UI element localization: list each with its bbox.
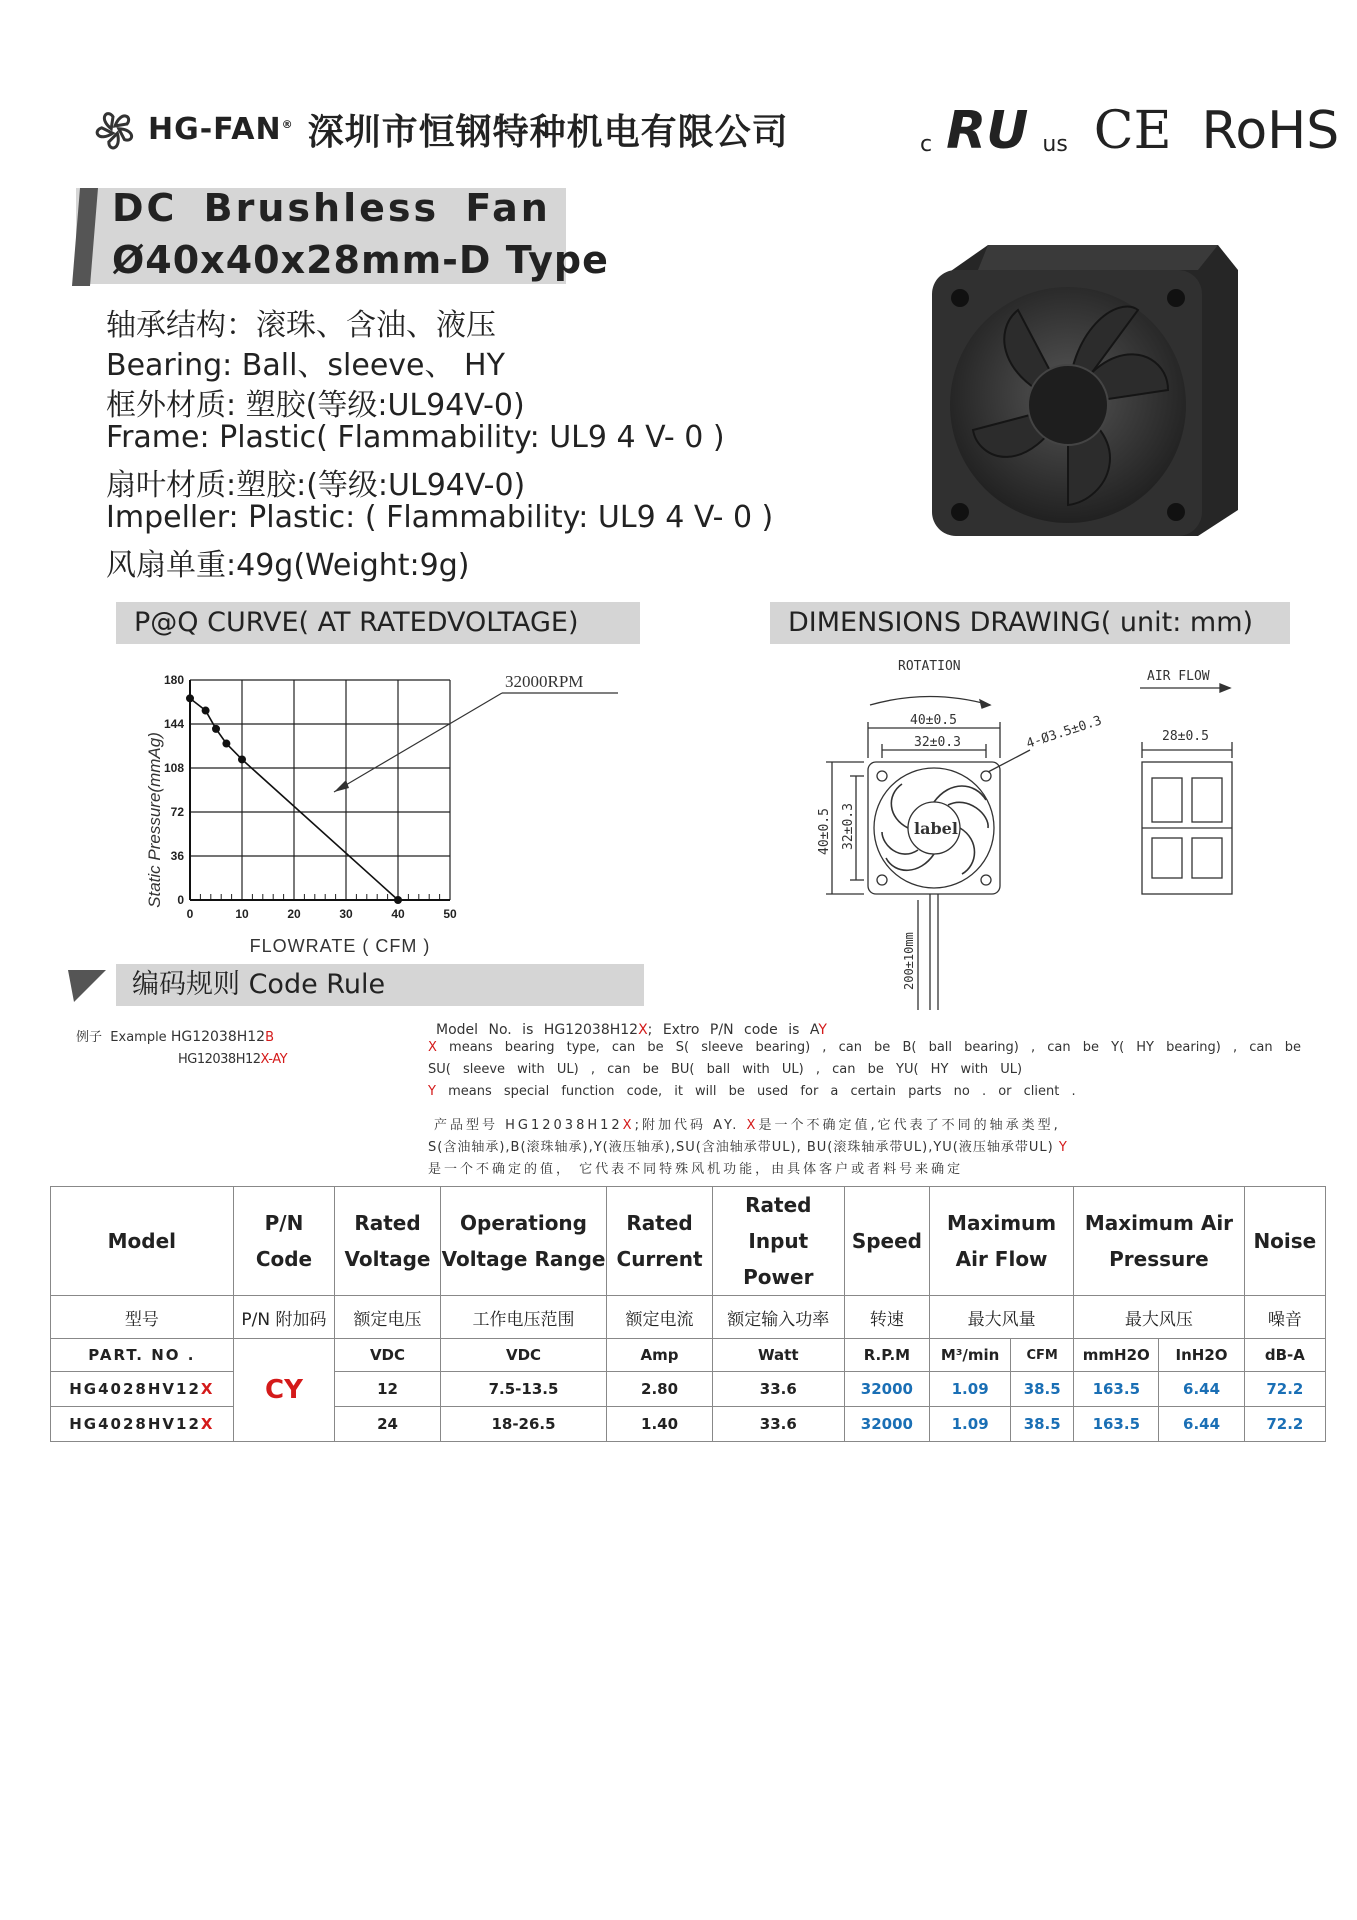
airflow-label: AIR FLOW bbox=[1147, 669, 1210, 684]
title-accent-bar bbox=[72, 188, 98, 286]
row-mmh2o: 163.5 bbox=[1074, 1372, 1159, 1407]
col-rated-power: Rated Input Power bbox=[712, 1187, 844, 1296]
row-noise: 72.2 bbox=[1244, 1407, 1325, 1442]
row-speed: 32000 bbox=[844, 1372, 929, 1407]
pq-data-point bbox=[212, 725, 220, 733]
chart-axes bbox=[190, 680, 450, 900]
unit-range: VDC bbox=[440, 1339, 606, 1372]
row-power: 33.6 bbox=[712, 1372, 844, 1407]
col-rated-current: Rated Current bbox=[607, 1187, 713, 1296]
rohs-mark: RoHS bbox=[1201, 101, 1340, 161]
annotation-arrowhead bbox=[334, 780, 349, 792]
spec-bearing-en: Bearing: Ball、sleeve、 HY bbox=[106, 348, 505, 383]
pq-data-point bbox=[394, 896, 402, 904]
row-range: 7.5-13.5 bbox=[440, 1372, 606, 1407]
cn-voltage: 额定电压 bbox=[335, 1296, 441, 1339]
ul-mark-icon: RU bbox=[946, 101, 1029, 161]
row-inh2o: 6.44 bbox=[1159, 1372, 1244, 1407]
code-rule-line-1: Model No. is HG12038H12X; Extro P/N code is AY bbox=[436, 1022, 827, 1038]
annotation-leader bbox=[334, 693, 502, 792]
unit-cfm: CFM bbox=[1011, 1339, 1074, 1372]
unit-inh2o: InH2O bbox=[1159, 1339, 1244, 1372]
fan-photo bbox=[918, 240, 1248, 540]
pn-code-cell: CY bbox=[233, 1339, 335, 1442]
spec-table bbox=[50, 1186, 1326, 1442]
unit-power: Watt bbox=[712, 1339, 844, 1372]
code-rule-cn-1: 产品型号 HG12038H12X;附加代码 AY. X是一个不确定值,它代表了不同的轴承类型, bbox=[434, 1118, 1061, 1133]
rotation-label: ROTATION bbox=[898, 659, 961, 674]
spec-frame-en: Frame: Plastic( Flammability: UL9 4 V- 0 ) bbox=[106, 420, 725, 455]
company-logo bbox=[90, 104, 789, 155]
hub-label: label bbox=[914, 819, 958, 838]
x-tick-label: 30 bbox=[339, 907, 353, 921]
col-noise: Noise bbox=[1244, 1187, 1325, 1296]
x-tick-label: 50 bbox=[443, 907, 457, 921]
unit-part: PART. NO . bbox=[51, 1339, 234, 1372]
code-rule-line-2: X means bearing type, can be S( sleeve bearing) , can be B( ball bearing) , can be Y( HY bearing) , can be bbox=[428, 1040, 1302, 1055]
y-tick-label: 144 bbox=[163, 717, 184, 731]
width-outer-dim: 40±0.5 bbox=[910, 713, 957, 728]
row-voltage: 12 bbox=[335, 1372, 441, 1407]
cn-speed: 转速 bbox=[844, 1296, 929, 1339]
row-inh2o: 6.44 bbox=[1159, 1407, 1244, 1442]
dimensions-header: DIMENSIONS DRAWING( unit: mm) bbox=[770, 602, 1290, 644]
chart-annotation: 32000RPM bbox=[505, 672, 584, 691]
code-rule-header: 编码规则 Code Rule bbox=[116, 964, 644, 1006]
fan-logo-icon bbox=[90, 105, 140, 155]
cn-current: 额定电流 bbox=[607, 1296, 713, 1339]
cn-power: 额定输入功率 bbox=[712, 1296, 844, 1339]
y-tick-label: 108 bbox=[163, 761, 184, 775]
row-part-no: HG4028HV12X bbox=[51, 1372, 234, 1407]
row-speed: 32000 bbox=[844, 1407, 929, 1442]
code-rule-cn-3: 是一个不确定的值， 它代表不同特殊风机功能，由具体客户或者料号来确定 bbox=[428, 1162, 964, 1177]
code-rule-accent-icon bbox=[68, 964, 108, 1004]
row-mmh2o: 163.5 bbox=[1074, 1407, 1159, 1442]
pq-data-point bbox=[238, 755, 246, 763]
row-noise: 72.2 bbox=[1244, 1372, 1325, 1407]
depth-dim: 28±0.5 bbox=[1162, 729, 1209, 744]
table-cn-row bbox=[51, 1296, 1326, 1339]
cn-airflow: 最大风量 bbox=[930, 1296, 1074, 1339]
code-example-1: 例子 Example HG12038H12B bbox=[76, 1029, 275, 1045]
row-part-no: HG4028HV12X bbox=[51, 1407, 234, 1442]
y-tick-label: 0 bbox=[177, 893, 184, 907]
col-air-pressure: Maximum Air Pressure bbox=[1074, 1187, 1245, 1296]
code-rule-line-4: Y means special function code, it will be used for a certain parts no . or client . bbox=[428, 1084, 1076, 1099]
unit-noise: dB-A bbox=[1244, 1339, 1325, 1372]
y-tick-label: 36 bbox=[170, 849, 184, 863]
row-power: 33.6 bbox=[712, 1407, 844, 1442]
y-tick-label: 72 bbox=[170, 805, 184, 819]
row-current: 1.40 bbox=[607, 1407, 713, 1442]
x-tick-label: 40 bbox=[391, 907, 405, 921]
spec-frame-cn: 框外材质: 塑胶(等级:UL94V-0) bbox=[106, 388, 525, 423]
unit-speed: R.P.M bbox=[844, 1339, 929, 1372]
lead-length-dim: 200±10mm bbox=[902, 932, 916, 990]
row-m3: 1.09 bbox=[930, 1407, 1011, 1442]
row-cfm: 38.5 bbox=[1011, 1372, 1074, 1407]
code-example-2: HG12038H12X-AY bbox=[178, 1052, 288, 1067]
col-air-flow: Maximum Air Flow bbox=[930, 1187, 1074, 1296]
row-range: 18-26.5 bbox=[440, 1407, 606, 1442]
cn-range: 工作电压范围 bbox=[440, 1296, 606, 1339]
row-current: 2.80 bbox=[607, 1372, 713, 1407]
spec-impeller-cn: 扇叶材质:塑胶:(等级:UL94V-0) bbox=[106, 468, 526, 503]
code-rule-cn-2: S(含油轴承),B(滚珠轴承),Y(液压轴承),SU(含油轴承带UL), BU(滚珠轴承带UL),YU(液压轴承带UL) Y bbox=[428, 1140, 1068, 1155]
height-inner-dim: 32±0.3 bbox=[841, 803, 856, 850]
brand-name: HG-FAN® bbox=[148, 112, 294, 147]
unit-mmh2o: mmH2O bbox=[1074, 1339, 1159, 1372]
row-cfm: 38.5 bbox=[1011, 1407, 1074, 1442]
pq-data-point bbox=[222, 740, 230, 748]
pq-curve-chart bbox=[130, 660, 650, 970]
height-outer-dim: 40±0.5 bbox=[817, 808, 832, 855]
x-tick-label: 10 bbox=[235, 907, 249, 921]
col-speed: Speed bbox=[844, 1187, 929, 1296]
table-unit-row bbox=[51, 1339, 1326, 1372]
width-inner-dim: 32±0.3 bbox=[914, 735, 961, 750]
product-title: DC Brushless Fan bbox=[112, 186, 551, 230]
cn-pn: P/N 附加码 bbox=[233, 1296, 335, 1339]
col-pn-code: P/N Code bbox=[233, 1187, 335, 1296]
chart-y-label: Static Pressure(mmAg) bbox=[145, 732, 164, 908]
product-size: Ø40x40x28mm-D Type bbox=[112, 238, 609, 282]
cert-c: c bbox=[920, 132, 933, 157]
unit-voltage: VDC bbox=[335, 1339, 441, 1372]
row-m3: 1.09 bbox=[930, 1372, 1011, 1407]
unit-current: Amp bbox=[607, 1339, 713, 1372]
pq-curve-header: P@Q CURVE( AT RATEDVOLTAGE) bbox=[116, 602, 640, 644]
row-voltage: 24 bbox=[335, 1407, 441, 1442]
x-tick-label: 20 bbox=[287, 907, 301, 921]
cn-pressure: 最大风压 bbox=[1074, 1296, 1245, 1339]
chart-x-label: FLOWRATE ( CFM ) bbox=[249, 936, 431, 956]
spec-impeller-en: Impeller: Plastic: ( Flammability: UL9 4 V- 0 ) bbox=[106, 500, 774, 535]
ce-mark-icon: CE bbox=[1093, 101, 1172, 161]
col-rated-voltage: Rated Voltage bbox=[335, 1187, 441, 1296]
chart-grid bbox=[190, 680, 450, 900]
col-model: Model bbox=[51, 1187, 234, 1296]
holes-dim: 4-Ø3.5±0.3 bbox=[1024, 713, 1104, 752]
unit-m3: M³/min bbox=[930, 1339, 1011, 1372]
spec-weight: 风扇单重:49g(Weight:9g) bbox=[106, 548, 470, 583]
cn-noise: 噪音 bbox=[1244, 1296, 1325, 1339]
y-tick-label: 180 bbox=[163, 673, 184, 687]
company-name: 深圳市恒钢特种机电有限公司 bbox=[307, 112, 789, 153]
table-header-row bbox=[51, 1187, 1326, 1296]
pq-data-point bbox=[202, 707, 210, 715]
spec-bearing-cn: 轴承结构：滚珠、含油、液压 bbox=[106, 308, 496, 343]
cert-us: us bbox=[1042, 132, 1068, 157]
dimensions-drawing bbox=[790, 650, 1270, 1020]
pq-data-point bbox=[186, 694, 194, 702]
x-tick-label: 0 bbox=[186, 907, 194, 921]
rotation-arrow-icon bbox=[870, 697, 990, 706]
cn-model: 型号 bbox=[51, 1296, 234, 1339]
col-voltage-range: Operationg Voltage Range bbox=[440, 1187, 606, 1296]
certification-marks bbox=[920, 101, 1340, 161]
code-rule-line-3: SU( sleeve with UL) , can be BU( ball with UL) , can be YU( HY with UL) bbox=[428, 1062, 1023, 1077]
